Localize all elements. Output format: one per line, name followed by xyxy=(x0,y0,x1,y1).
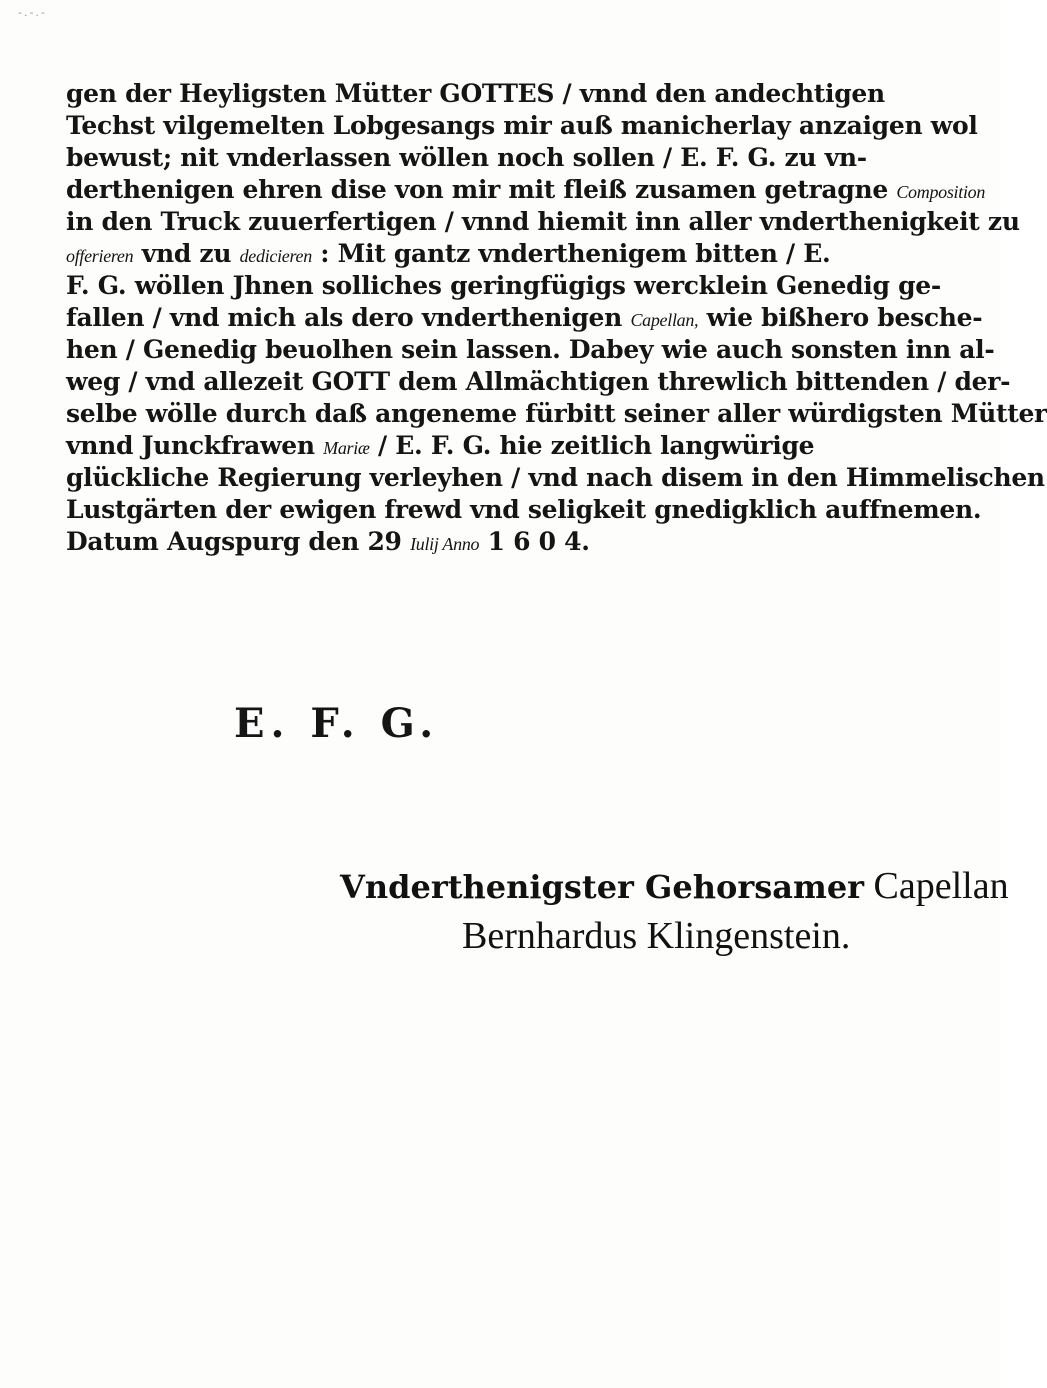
text-line-2: Techst vilgemelten Lobgesangs mir auß manicherlay anzaigen wol xyxy=(66,111,978,140)
text-line-11: selbe wölle durch daß angeneme fürbitt seiner aller würdigsten Mütter xyxy=(66,399,1047,428)
latin-word: dedicieren xyxy=(239,246,312,266)
text-line-3: bewust; nit vnderlassen wöllen noch sollen / E. F. G. zu vn- xyxy=(66,143,867,172)
text-line-1: gen der Heyligsten Mütter GOTTES / vnnd den andechtigen xyxy=(66,79,885,108)
text-line-7: F. G. wöllen Jhnen solliches geringfügigs wercklein Genedig ge- xyxy=(66,271,941,300)
signature-fraktur: Vnderthenigster Gehorsamer xyxy=(340,868,865,906)
signature-title-line xyxy=(340,862,1009,911)
text-line-15: Datum Augspurg den 29 Iulij Anno 1 6 0 4. xyxy=(66,527,590,556)
addressee-initials: E. F. G. xyxy=(234,700,440,747)
text-line-5: in den Truck zuuerfertigen / vnnd hiemit inn aller vnderthenigkeit zu xyxy=(66,207,1020,236)
latin-word: Mariæ xyxy=(323,438,370,458)
text-line-13: glückliche Regierung verleyhen / vnd nach disem in den Himmelischen xyxy=(66,463,1045,492)
latin-word: Composition xyxy=(896,182,986,202)
latin-word: Iulij Anno xyxy=(410,534,480,554)
signature-name: Bernhardus Klingenstein. xyxy=(462,915,851,957)
text-line-9: hen / Genedig beuolhen sein lassen. Dabey wie auch sonsten inn al- xyxy=(66,335,995,364)
signature-role: Capellan xyxy=(864,865,1009,907)
text-line-4: derthenigen ehren dise von mir mit fleiß zusamen getragne Composition xyxy=(66,175,986,204)
text-line-8: fallen / vnd mich als dero vnderthenigen Capellan, wie bißhero besche- xyxy=(66,303,983,332)
dedication-body xyxy=(66,78,1047,558)
latin-word: offerieren xyxy=(66,246,134,266)
text-line-6: offerieren vnd zu dedicieren : Mit gantz vnderthenigem bitten / E. xyxy=(66,239,831,268)
corner-mark: -.-.- xyxy=(18,6,47,19)
latin-word: Capellan, xyxy=(630,310,699,330)
text-line-14: Lustgärten der ewigen frewd vnd seligkeit gnedigklich auffnemen. xyxy=(66,495,982,524)
text-line-12: vnnd Junckfrawen Mariæ / E. F. G. hie zeitlich langwürige xyxy=(66,431,815,460)
signature-block xyxy=(340,862,1009,961)
text-line-10: weg / vnd allezeit GOTT dem Allmächtigen threwlich bittenden / der- xyxy=(66,367,1011,396)
